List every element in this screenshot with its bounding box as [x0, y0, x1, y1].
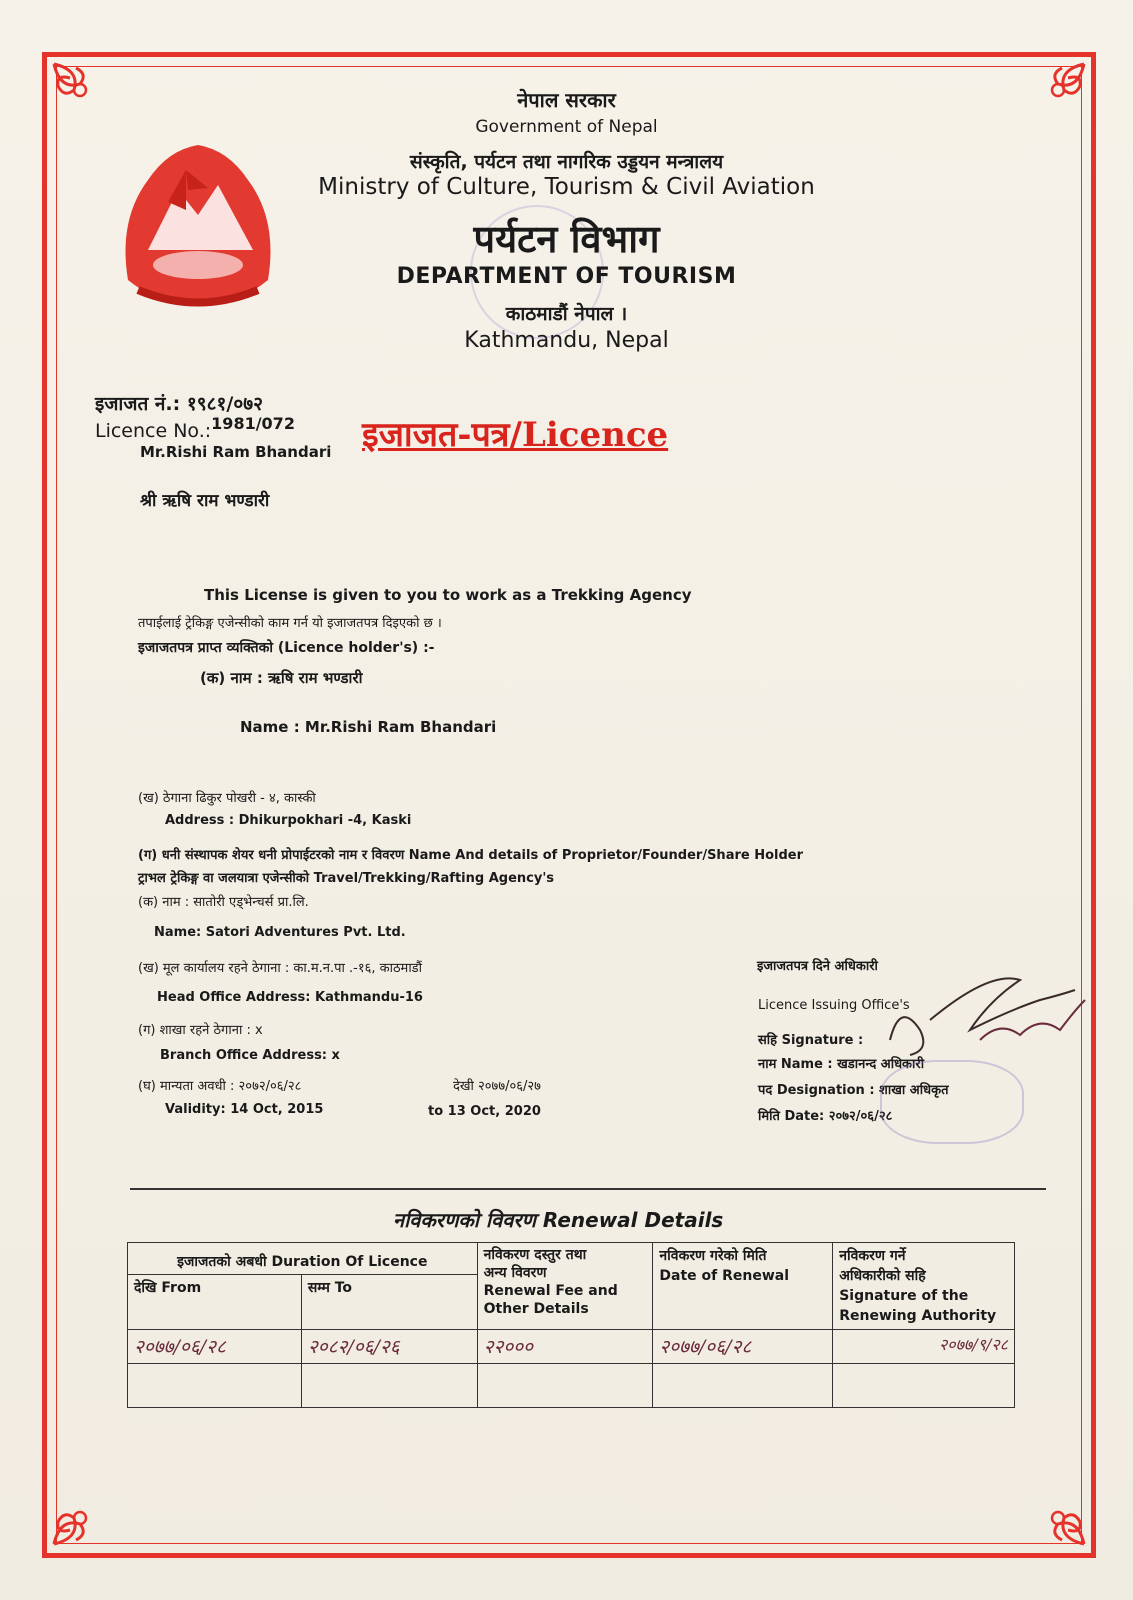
row1-date: २०७७/०६/२८	[653, 1330, 833, 1364]
row2-from	[128, 1364, 302, 1408]
branch-en: Branch Office Address: x	[160, 1048, 340, 1063]
col-sig-np: नविकरण गर्ने	[839, 1248, 906, 1264]
row2-to	[301, 1364, 477, 1408]
holder-np-top: श्री ऋषि राम भण्डारी	[140, 491, 270, 511]
col-from: देखि From	[128, 1275, 302, 1330]
licence-no-np: इजाजत नं.: १९८१/०७२	[95, 393, 263, 415]
ministry-en: Ministry of Culture, Tourism & Civil Aviation	[318, 174, 815, 200]
ho-np: (ख) मूल कार्यालय रहने ठेगाना : का.म.न.पा .-१६, काठमाडौं	[138, 961, 423, 976]
col-fee	[477, 1243, 653, 1330]
agency-np: ट्राभल ट्रेकिङ्ग वा जलयात्रा एजेन्सीको Travel/Trekking/Rafting Agency's	[138, 871, 555, 886]
col-sig-en2: Renewing Authority	[839, 1308, 997, 1324]
renewal-title: नविकरणको विवरण Renewal Details	[393, 1208, 724, 1232]
authority-name: नाम Name : खडानन्द अधिकारी	[758, 1057, 925, 1072]
address-en: Address : Dhikurpokhari -4, Kaski	[165, 813, 412, 828]
intro-en: This License is given to you to work as a Trekking Agency	[204, 586, 692, 604]
renewal-table	[127, 1242, 1015, 1408]
col-sig-en: Signature of the	[839, 1288, 969, 1304]
table-row	[128, 1364, 1015, 1408]
col-fee-np2: अन्य विवरण	[483, 1265, 547, 1281]
company-en: Name: Satori Adventures Pvt. Ltd.	[154, 925, 406, 940]
licence-no-label	[95, 414, 295, 442]
col-date	[653, 1243, 833, 1330]
authority-heading-en: Licence Issuing Office's	[758, 998, 910, 1013]
licence-no-label-en: Licence No.:	[95, 420, 212, 442]
divider-line	[130, 1188, 1046, 1190]
col-fee-en2: Other Details	[483, 1301, 589, 1317]
authority-signature-label: सहि Signature :	[758, 1033, 864, 1048]
corner-ornament-bottom-left	[50, 1488, 110, 1548]
gov-en: Government of Nepal	[475, 117, 658, 137]
dept-en: DEPARTMENT OF TOURISM	[396, 264, 737, 289]
col-sig	[833, 1243, 1015, 1330]
col-duration: इजाजतको अबधी Duration Of Licence	[128, 1243, 478, 1275]
authority-stamp	[880, 1060, 1024, 1144]
intro-np: तपाईलाई ट्रेकिङ्ग एजेन्सीको काम गर्न यो इजाजतपत्र दिइएको छ ।	[138, 616, 442, 631]
col-date-np: नविकरण गरेको मिति	[659, 1248, 767, 1264]
authority-designation: पद Designation : शाखा अधिकृत	[758, 1083, 949, 1098]
holder-heading: इजाजतपत्र प्राप्त व्यक्तिको (Licence holder's) :-	[138, 640, 435, 656]
col-date-en: Date of Renewal	[659, 1268, 790, 1284]
col-fee-np: नविकरण दस्तुर तथा	[483, 1247, 587, 1263]
table-row	[128, 1330, 1015, 1364]
ho-en: Head Office Address: Kathmandu-16	[157, 990, 423, 1005]
dept-np: पर्यटन विभाग	[473, 217, 660, 261]
row2-fee	[477, 1364, 653, 1408]
row1-from: २०७७/०६/२८	[128, 1330, 302, 1364]
row2-signature	[833, 1364, 1015, 1408]
proprietor-np: (ग) धनी संस्थापक शेयर धनी प्रोपाईटरको नाम र विवरण Name And details of Proprietor/Founder/Share Holder	[138, 848, 804, 863]
authority-heading-np: इजाजतपत्र दिने अधिकारी	[757, 959, 878, 974]
authority-date: मिति Date: २०७२/०६/२८	[758, 1109, 893, 1124]
gov-np: नेपाल सरकार	[517, 88, 616, 112]
authority-signature-mark	[870, 960, 1100, 1070]
col-fee-en: Renewal Fee and	[483, 1283, 618, 1299]
city-np: काठमाडौं नेपाल ।	[505, 303, 628, 325]
corner-ornament-bottom-right	[1028, 1488, 1088, 1548]
licence-no-value: 1981/072	[211, 414, 295, 433]
licence-title: इजाजत-पत्र/Licence	[362, 415, 669, 455]
col-to: सम्म To	[301, 1275, 477, 1330]
holder-en-top: Mr.Rishi Ram Bhandari	[140, 443, 332, 461]
name-en: Name : Mr.Rishi Ram Bhandari	[240, 718, 497, 736]
col-sig-np2: अधिकारीको सहि	[839, 1268, 926, 1284]
ministry-np: संस्कृति, पर्यटन तथा नागरिक उड्डयन मन्त्रालय	[409, 151, 724, 173]
validity-en: Validity: 14 Oct, 2015	[165, 1102, 324, 1117]
branch-np: (ग) शाखा रहने ठेगाना : x	[138, 1023, 263, 1038]
name-np: (क) नाम : ऋषि राम भण्डारी	[200, 669, 363, 687]
row1-fee: २२०००	[477, 1330, 653, 1364]
validity-to-np: देखी २०७७/०६/२७	[453, 1079, 541, 1094]
validity-to-en: to 13 Oct, 2020	[428, 1104, 541, 1119]
validity-np: (घ) मान्यता अवधी : २०७२/०६/२८	[138, 1079, 302, 1094]
company-np: (क) नाम : सातोरी एड्भेन्चर्स प्रा.लि.	[138, 895, 309, 910]
row1-signature-date: २०७७/९/२८	[833, 1330, 1015, 1364]
city-en: Kathmandu, Nepal	[464, 328, 669, 353]
address-np: (ख) ठेगाना ढिकुर पोखरी - ४, कास्की	[138, 791, 316, 806]
row1-to: २०८२/०६/२६	[301, 1330, 477, 1364]
row2-date	[653, 1364, 833, 1408]
